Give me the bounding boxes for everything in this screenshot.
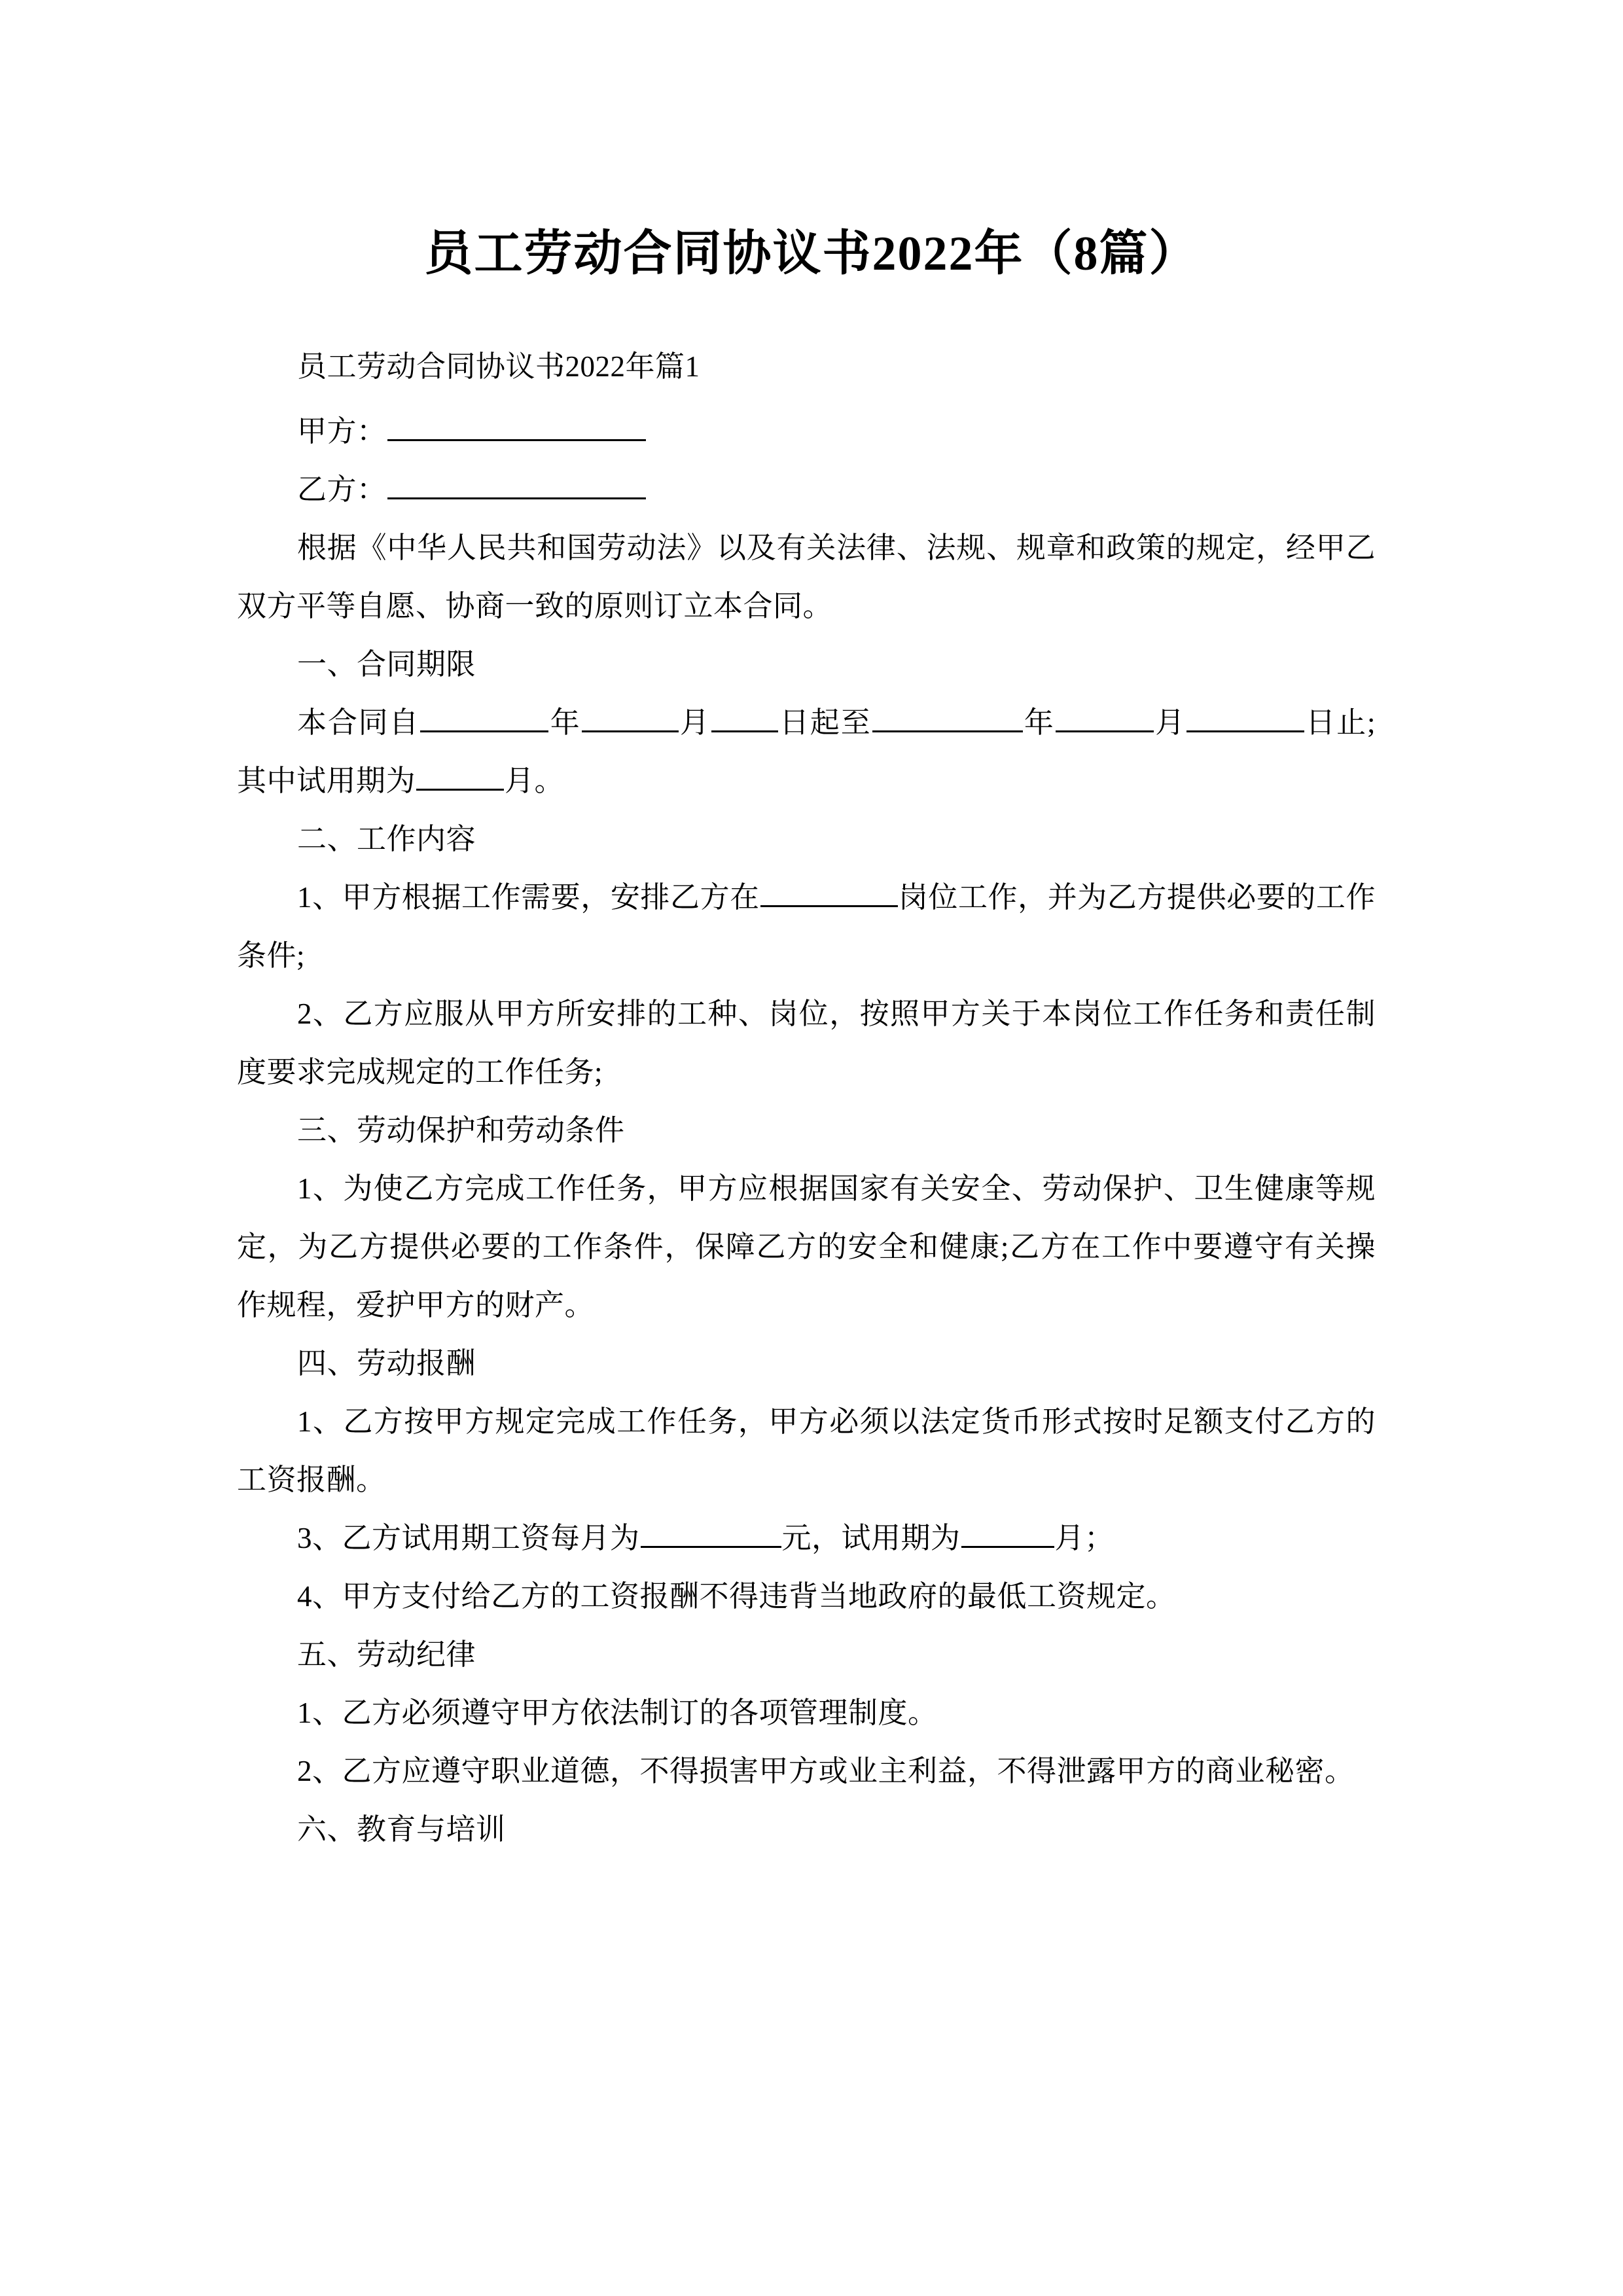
item-text: 乙方必须遵守甲方依法制订的各项管理制度。	[342, 1696, 938, 1729]
section-heading-6: 六、教育与培训	[297, 1813, 506, 1846]
term-month-start-blank[interactable]	[582, 702, 679, 732]
item-text: 乙方应服从甲方所安排的工种、岗位，按照甲方关于本岗位工作任务和责任制度要求完成规定的工作任务;	[237, 997, 1376, 1088]
remuneration-item-1	[237, 1393, 1376, 1509]
term-seg-end: 月。	[505, 764, 565, 797]
term-day-end-blank[interactable]	[1186, 702, 1304, 732]
trial-salary-blank[interactable]	[641, 1517, 781, 1548]
section-heading-1: 一、合同期限	[297, 648, 476, 681]
term-year-start-blank[interactable]	[420, 702, 548, 732]
section-heading-2: 二、工作内容	[297, 823, 476, 855]
term-seg-month: 月	[679, 706, 711, 739]
party-a-label: 甲方：	[297, 415, 387, 448]
page-title: 员工劳动合同协议书2022年（8篇）	[424, 226, 1199, 281]
item-text-before: 乙方试用期工资每月为	[342, 1522, 640, 1554]
term-month-end-blank[interactable]	[1056, 702, 1154, 732]
party-a-blank[interactable]	[387, 410, 646, 441]
item-number: 1、	[297, 1405, 344, 1438]
term-seg-start: 本合同自	[297, 706, 420, 739]
term-seg-month2: 月	[1154, 706, 1186, 739]
item-number: 4、	[297, 1580, 342, 1613]
item-text: 为使乙方完成工作任务，甲方应根据国家有关安全、劳动保护、卫生健康等规定，为乙方提供必要的工作条件，保障乙方的安全和健康;乙方在工作中要遵守有关操作规程，爱护甲方的财产。	[237, 1172, 1376, 1321]
contract-term-line	[237, 694, 1376, 810]
post-blank[interactable]	[760, 876, 898, 907]
preamble-paragraph: 根据《中华人民共和国劳动法》以及有关法律、法规、规章和政策的规定，经甲乙双方平等自愿、协商一致的原则订立本合同。	[237, 531, 1376, 622]
work-content-item-1	[237, 869, 1376, 985]
item-text-before: 甲方根据工作需要，安排乙方在	[342, 881, 760, 914]
item-text: 乙方应遵守职业道德，不得损害甲方或业主利益，不得泄露甲方的商业秘密。	[342, 1755, 1355, 1787]
item-number: 1、	[297, 881, 342, 914]
item-number: 1、	[297, 1172, 344, 1205]
term-trial-blank[interactable]	[416, 760, 504, 791]
document-subtitle: 员工劳动合同协议书2022年篇1	[297, 350, 700, 383]
party-a-line	[237, 403, 1376, 461]
item-text-after: 岗位工作，并为乙方提供必要的工作条件;	[237, 881, 1376, 972]
term-seg-year2: 年	[1023, 706, 1055, 739]
labor-protection-item-1	[237, 1160, 1376, 1335]
item-text: 甲方支付给乙方的工资报酬不得违背当地政府的最低工资规定。	[342, 1580, 1176, 1613]
item-number: 2、	[297, 997, 344, 1030]
item-text-middle: 元，试用期为	[781, 1522, 961, 1554]
section-heading-3: 三、劳动保护和劳动条件	[297, 1114, 625, 1147]
term-seg-trial: 日止;其中试用期为	[237, 706, 1376, 797]
trial-period-blank[interactable]	[961, 1517, 1054, 1548]
party-b-blank[interactable]	[387, 469, 646, 499]
item-text-after: 月；	[1054, 1522, 1115, 1554]
term-year-end-blank[interactable]	[872, 702, 1023, 732]
remuneration-item-4	[237, 1568, 1376, 1626]
item-text: 乙方按甲方规定完成工作任务，甲方必须以法定货币形式按时足额支付乙方的工资报酬。	[237, 1405, 1376, 1496]
section-heading-4: 四、劳动报酬	[297, 1347, 476, 1380]
discipline-item-1	[237, 1684, 1376, 1742]
discipline-item-2	[237, 1742, 1376, 1801]
document-body	[237, 338, 1376, 1859]
term-day-start-blank[interactable]	[711, 702, 778, 732]
party-b-line	[237, 461, 1376, 519]
term-seg-to: 日起至	[778, 706, 872, 739]
work-content-item-2	[237, 985, 1376, 1102]
party-b-label: 乙方：	[297, 473, 387, 506]
item-number: 1、	[297, 1696, 342, 1729]
item-number: 3、	[297, 1522, 342, 1554]
term-seg-year: 年	[549, 706, 581, 739]
item-number: 2、	[297, 1755, 342, 1787]
remuneration-item-3	[237, 1509, 1376, 1568]
section-heading-5: 五、劳动纪律	[297, 1638, 476, 1671]
